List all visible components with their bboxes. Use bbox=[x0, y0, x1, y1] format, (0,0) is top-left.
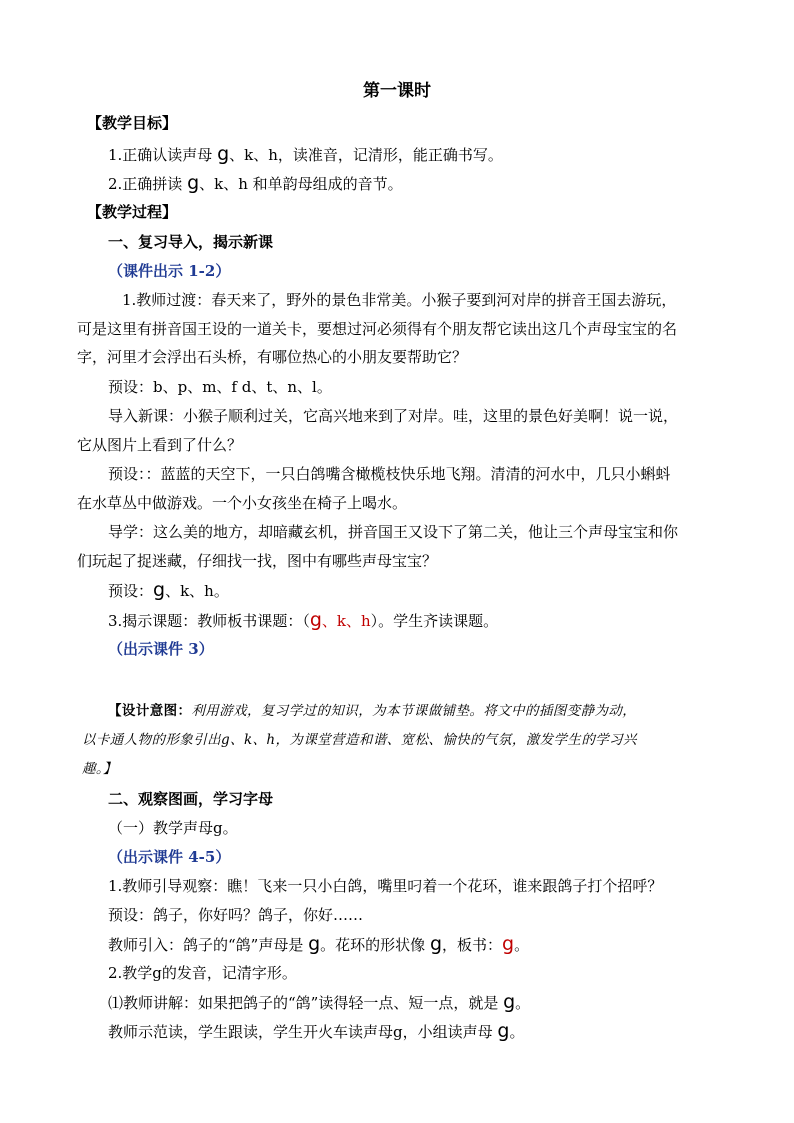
page-title: 第一课时 bbox=[363, 81, 431, 101]
design-intent: 【设计意图：利用游戏，复习学过的知识，为本节课做铺垫。将文中的插图变静为动， bbox=[108, 703, 637, 719]
section-2-title: 二、观察图画，学习字母 bbox=[108, 790, 274, 808]
paragraph-line: 预设：：蓝蓝的天空下，一只白鸽嘴含橄榄枝快乐地飞翔。清清的河水中，几只小蝌蚪 bbox=[108, 465, 671, 483]
paragraph-line: 们玩起了捉迷藏，仔细找一找，图中有哪些声母宝宝？ bbox=[77, 552, 438, 570]
courseware-note-1: （课件出示 1-2） bbox=[108, 262, 231, 280]
paragraph-line: 字，河里才会浮出石头桥，有哪位热心的小朋友要帮助它？ bbox=[77, 348, 468, 366]
paragraph-line: 可是这里有拼音国王设的一道关卡，要想过河必须得有个朋友帮它读出这几个声母宝宝的名 bbox=[77, 320, 678, 338]
goal-item-2: 2.正确拼读 g、k、h 和单韵母组成的音节。 bbox=[108, 172, 403, 194]
teacher-intro-line: 教师引入：鸽子的“鸽”声母是 g。花环的形状像 g，板书：g。 bbox=[108, 933, 530, 955]
paragraph-line: 2.教学g的发音，记清字形。 bbox=[108, 964, 297, 982]
teacher-explain-line: ⑴教师讲解：如果把鸽子的“鸽”读得轻一点、短一点，就是 g。 bbox=[108, 991, 531, 1013]
goals-heading: 【教学目标】 bbox=[87, 114, 178, 132]
goal-item-1: 1.正确认读声母 g、k、h，读准音，记清形，能正确书写。 bbox=[108, 143, 503, 165]
preset-line-2: 预设：g、k、h。 bbox=[108, 579, 229, 601]
preset-line-3: 预设：鸽子，你好吗？鸽子，你好…… bbox=[108, 906, 364, 924]
reveal-topic-line: 3.揭示课题：教师板书课题：（g、k、h）。学生齐读课题。 bbox=[108, 609, 499, 631]
paragraph-line: 1.教师引导观察：瞧！飞来一只小白鸽，嘴里叼着一个花环，谁来跟鸽子打个招呼？ bbox=[108, 877, 663, 895]
section-1-title: 一、复习导入，揭示新课 bbox=[108, 233, 274, 251]
preset-line-1: 预设：b、p、m、f d、t、n、l。 bbox=[108, 378, 332, 396]
design-intent-line: 趣。】 bbox=[82, 761, 117, 777]
paragraph-line: 它从图片上看到了什么？ bbox=[77, 436, 243, 454]
subsection-title: （一）教学声母g。 bbox=[108, 819, 238, 837]
paragraph-line: 导入新课：小猴子顺利过关，它高兴地来到了对岸。哇，这里的景色好美啊！说一说， bbox=[108, 407, 679, 425]
design-intent-line: 以卡通人物的形象引出g、k、h，为课堂营造和谐、宽松、愉快的气氛，激发学生的学习兴 bbox=[82, 732, 637, 748]
courseware-note-3: （出示课件 4-5） bbox=[108, 848, 231, 866]
paragraph-line: 在水草丛中做游戏。一个小女孩坐在椅子上喝水。 bbox=[77, 494, 408, 512]
paragraph-line: 1.教师过渡：春天来了，野外的景色非常美。小猴子要到河对岸的拼音王国去游玩， bbox=[122, 291, 677, 309]
courseware-note-2: （出示课件 3） bbox=[108, 640, 214, 658]
process-heading: 【教学过程】 bbox=[87, 203, 178, 221]
teacher-demo-line: 教师示范读，学生跟读，学生开火车读声母g，小组读声母 g。 bbox=[108, 1020, 525, 1042]
paragraph-line: 导学：这么美的地方，却暗藏玄机，拼音国王又设下了第二关，他让三个声母宝宝和你 bbox=[108, 523, 679, 541]
